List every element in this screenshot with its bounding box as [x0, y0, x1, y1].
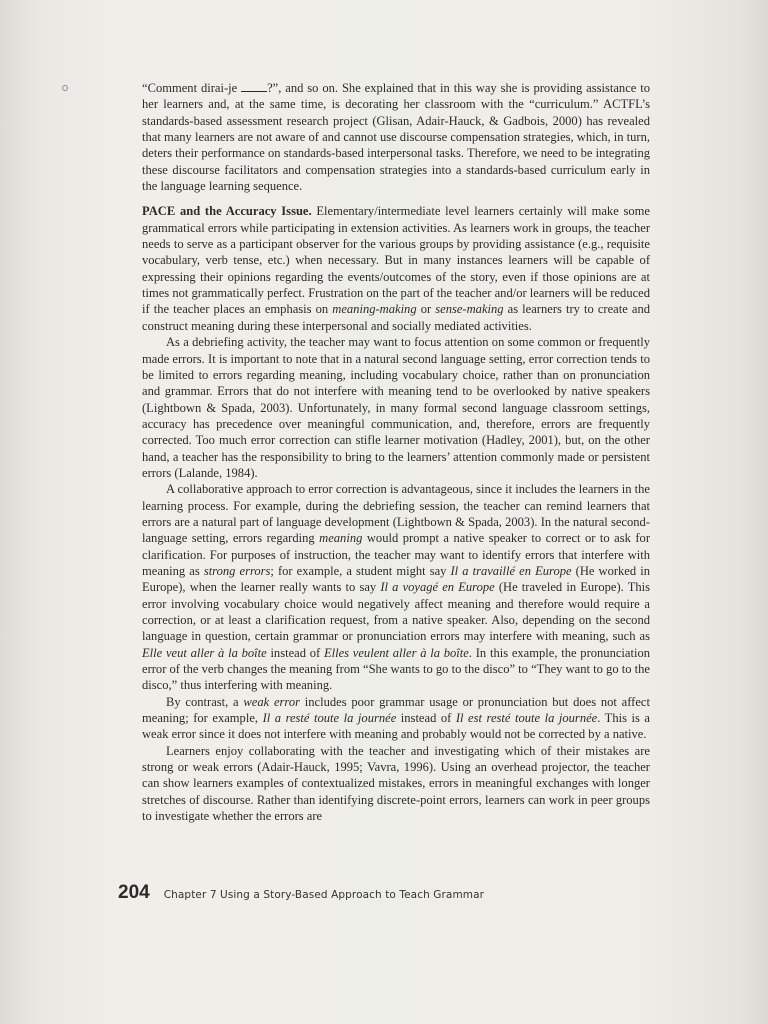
text-run: As a debriefing activity, the teacher may want to focus attention on some common or frequently made errors. It is important to note that in a natural second language setting, error correction tends to be limited to errors regarding meaning, including vocabulary choice, rather than on pronunciation and grammar. Errors that do not interfere with meaning tend to be overlooked by native speakers (Lightbown & Spada, 2003). Unfortunately, in many formal second language classroom settings, accuracy has precedence over meaningful communication, and, therefore, errors are frequently corrected. Too much error correction can stifle learner motivation (Hadley, 2001), but, on the other hand, a teacher has the responsibility to bring to the learners’ attention commonly made or persistent errors (Lalande, 1984).: [142, 335, 650, 480]
paragraph-learner-collaboration: [142, 743, 650, 825]
paragraph-discourse-strategies: [142, 80, 650, 194]
text-run: “Comment dirai-je: [142, 81, 242, 95]
text-run: By contrast, a: [166, 694, 244, 709]
text-run: Elementary/intermediate level learners certainly will make some grammatical errors while participating in extension activities. As learners work in groups, the teacher needs to serve as a participant observer for the various groups by providing assistance (e.g., requisite vocabulary, verb tense, etc.) when necessary. But in many instances learners will be capable of expressing their opinions regarding the events/outcomes of the story, even if those opinions are at times not grammatically perfect. Frustration on the part of the teacher and/or learners will be reduced if the teacher places an emphasis on: [142, 204, 650, 317]
emphasized-term: Elle veut aller à la boîte: [142, 645, 267, 660]
page-footer: [118, 882, 484, 904]
fill-in-blank: [241, 81, 267, 92]
emphasized-term: Il est resté toute la journée: [455, 711, 598, 726]
text-run: (He worked in Europe), when the learner really wants to say: [142, 563, 650, 595]
text-run: ?”, and so on. She explained that in this way she is providing assistance to her learners and, at the same time, is decorating her classroom with the “curriculum.” ACTFL’s standards-based assessment research project (Glisan, Adair-Hauck, & Gadbois, 2000) has revealed that many learners are not aware of and cannot use discourse compensation strategies, which, in turn, deters their performance on standards-based interpersonal tasks. Therefore, we need to be integrating these discourse facilitators and compensation strategies into a standards-based curriculum early in the language learning sequence.: [142, 81, 650, 194]
paragraph-collaborative-correction: [142, 481, 650, 693]
text-run: includes poor grammar usage or pronunciation but does not affect meaning; for example,: [142, 694, 650, 726]
emphasized-term: Il a resté toute la journée: [262, 711, 397, 726]
text-run: . In this example, the pronunciation error of the verb changes the meaning from “She wants to go to the disco” to “They want to go to the disco,” thus interfering with meaning.: [142, 645, 650, 693]
text-run: instead of: [396, 711, 456, 726]
emphasized-term: Il a voyagé en Europe: [380, 580, 495, 595]
text-run: Learners enjoy collaborating with the teacher and investigating which of their mistakes are strong or weak errors (Adair-Hauck, 1995; Vavra, 1996). Using an overhead projector, the teacher can show learners examples of contextualized mistakes, errors in meaningful exchanges with longer stretches of discourse. Rather than identifying discrete-point errors, learners can work in peer groups to investigate whether the errors are: [142, 743, 650, 824]
page-body: [142, 80, 650, 824]
emphasized-term: sense-making: [435, 302, 504, 317]
paragraph-weak-error: [142, 694, 650, 743]
text-run: (He traveled in Europe). This error involving vocabulary choice would negatively affect meaning and therefore would require a correction, or at least a clarification request, from a native speaker. Also, depending on the second language in question, certain grammar or pronunciation errors may interfere with meaning, such as: [142, 580, 651, 644]
page-number: 204: [118, 882, 150, 903]
text-run: . This is a weak error since it does not interfere with meaning and probably would not be corrected by a native.: [142, 711, 650, 742]
emphasized-term: strong errors: [203, 563, 271, 578]
running-head: Chapter 7 Using a Story-Based Approach to Teach Grammar: [163, 889, 485, 901]
text-run: as learners try to create and construct meaning during these interpersonal and socially mediated activities.: [142, 302, 650, 333]
emphasized-term: meaning: [319, 531, 363, 546]
emphasized-term: Elles veulent aller à la boîte: [323, 645, 469, 660]
paragraph-accuracy-issue: [142, 203, 650, 334]
binding-hole-mark: [62, 85, 68, 91]
emphasized-term: Il a travaillé en Europe: [450, 563, 572, 578]
section-heading: PACE and the Accuracy Issue.: [142, 204, 312, 219]
text-run: ; for example, a student might say: [270, 563, 451, 578]
text-run: would prompt a native speaker to correct or to ask for clarification. For purposes of instruction, the teacher may want to identify errors that interfere with meaning as: [142, 531, 650, 578]
emphasized-term: meaning-making: [332, 302, 417, 317]
paragraph-debriefing: [142, 334, 650, 481]
text-run: A collaborative approach to error correction is advantageous, since it includes the learners in the learning process. For example, during the debriefing session, the teacher can remind learners that errors are a natural part of language development (Lightbown & Spada, 2003). In the natural second-language setting, errors regarding: [142, 482, 650, 546]
emphasized-term: weak error: [243, 694, 300, 709]
text-run: instead of: [266, 645, 324, 660]
text-run: or: [416, 302, 436, 317]
